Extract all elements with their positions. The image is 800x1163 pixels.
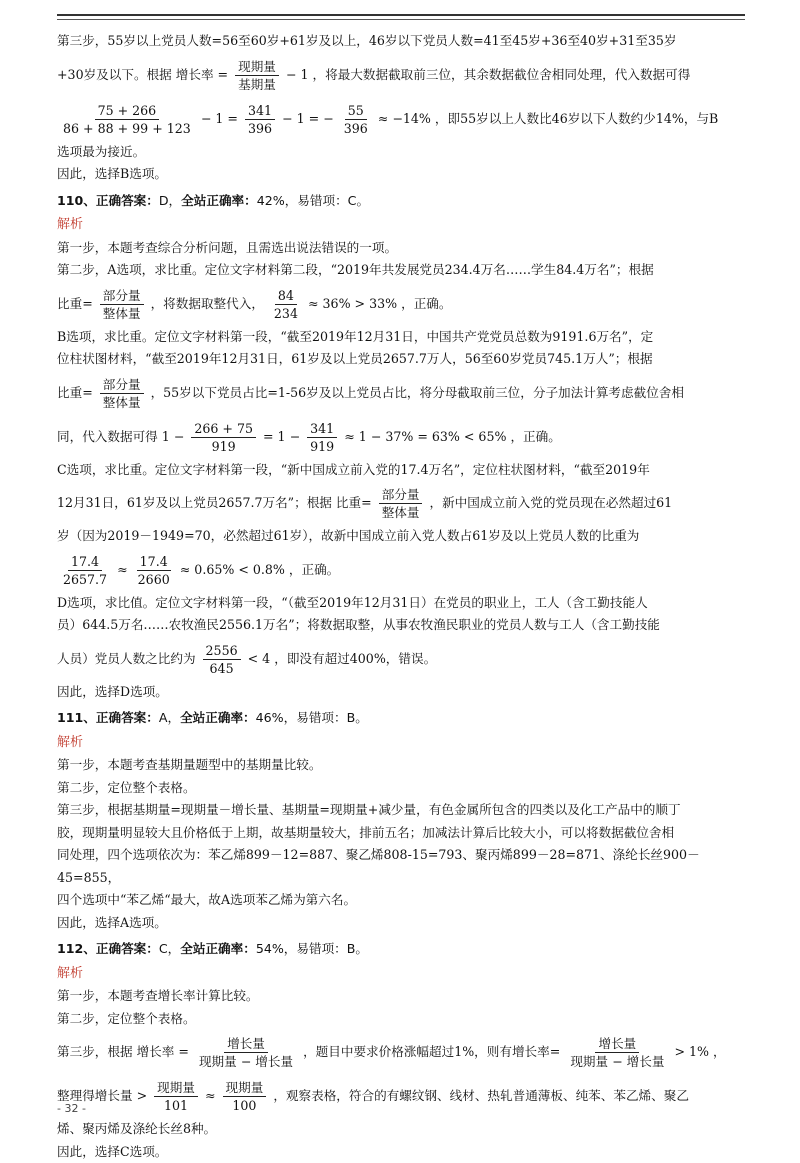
fraction — [235, 58, 279, 93]
answer-line-111 — [57, 707, 747, 730]
denominator: 101 — [161, 1097, 191, 1114]
paragraph: 第三步，55岁以上党员人数=56至60岁+61岁及以上，46岁以下党员人数=41至45岁+36至40岁+31至35岁 — [57, 30, 747, 53]
numerator: 增长量 — [595, 1035, 639, 1053]
paragraph — [57, 53, 747, 97]
paragraph — [57, 1074, 747, 1118]
fraction — [567, 1035, 667, 1070]
text-span: ，正确。 — [289, 562, 339, 577]
paragraph: 同处理，四个选项依次为：苯乙烯899－12=887、聚乙烯808-15=793、聚丙烯899－28=871、涤纶长丝900－45=855， — [57, 844, 747, 889]
paragraph: 岁（因为2019－1949=70，必然超过61岁），故新中国成立前入党人数占61岁及以上党员人数的比重为 — [57, 525, 747, 548]
numerator: 现期量 — [223, 1079, 267, 1097]
formula-ratio — [57, 296, 151, 311]
fraction — [271, 287, 301, 322]
numerator: 现期量 — [235, 58, 279, 76]
fraction — [203, 642, 241, 677]
formula-growth-rate — [137, 1044, 304, 1059]
answer-rest: 46%，易错项：B。 — [256, 710, 368, 725]
denominator: 现期量 − 增长量 — [567, 1053, 667, 1070]
math-text: − 1 = — [201, 111, 238, 126]
fraction — [60, 553, 110, 588]
paragraph: 第一步，本题考查增长率计算比较。 — [57, 985, 747, 1008]
math-text: ≈ 36% > 33% — [308, 296, 397, 311]
calc-109 — [57, 111, 435, 126]
paragraph — [57, 1030, 747, 1074]
fraction — [135, 553, 173, 588]
answer-choice: D， — [159, 193, 181, 208]
paragraph: 因此，选择B选项。 — [57, 163, 747, 186]
answer-choice: C， — [159, 941, 180, 956]
text-span: ，观察表格，符合的有螺纹钢、线材、热轧普通薄板、纯苯、苯乙烯、聚乙 — [273, 1088, 689, 1103]
numerator: 266 + 75 — [191, 420, 256, 438]
formula-rhs: − 1 — [286, 67, 309, 82]
fraction — [307, 420, 337, 455]
numerator: 部分量 — [379, 486, 423, 504]
formula-ratio — [336, 495, 430, 510]
formula-growth-rate — [176, 67, 313, 82]
denominator: 396 — [341, 120, 371, 137]
fraction — [341, 102, 371, 137]
denominator: 396 — [245, 120, 275, 137]
paragraph: 第二步，定位整个表格。 — [57, 1008, 747, 1031]
paragraph — [57, 97, 747, 141]
paragraph — [57, 481, 747, 525]
paragraph: 第一步，本题考查基期量题型中的基期量比较。 — [57, 754, 747, 777]
paragraph: 第一步，本题考查综合分析问题，且需选出说法错误的一项。 — [57, 237, 747, 260]
math-text: ≈ — [117, 562, 128, 577]
answer-rest: 54%，易错项：B。 — [256, 941, 368, 956]
fraction — [245, 102, 275, 137]
text-span: 第三步，根据 — [57, 1044, 133, 1059]
analysis-label: 解析 — [57, 732, 747, 755]
denominator: 2657.7 — [60, 571, 110, 588]
numerator: 2556 — [203, 642, 241, 660]
math-text: ≈ −14% — [378, 111, 431, 126]
analysis-label: 解析 — [57, 214, 747, 237]
denominator: 整体量 — [100, 305, 144, 322]
text-span: ，即55岁以上人数比46岁以下人数约少14%，与B — [435, 111, 718, 126]
fraction — [100, 287, 144, 322]
text-span: ，题目中要求价格涨幅超过1%，则有增长率= — [303, 1044, 560, 1059]
math-text: > — [137, 1088, 148, 1103]
numerator: 55 — [345, 102, 367, 120]
fraction — [196, 1035, 296, 1070]
paragraph — [57, 637, 747, 681]
denominator: 234 — [271, 305, 301, 322]
paragraph: 选项最为接近。 — [57, 141, 747, 164]
answer-rate-label: 全站正确率： — [181, 193, 257, 208]
calc-110b — [162, 429, 511, 444]
denominator: 现期量 − 增长量 — [196, 1053, 296, 1070]
paragraph: 第二步，A选项，求比重。定位文字材料第二段，“2019年共发展党员234.4万名……学生84.4万名”；根据 — [57, 259, 747, 282]
fraction — [60, 102, 194, 137]
fraction — [100, 376, 144, 411]
header-rule-thick — [57, 14, 745, 16]
numerator: 341 — [245, 102, 275, 120]
math-text: ≈ — [205, 1088, 216, 1103]
paragraph: 员）644.5万名……农牧渔民2556.1万名”；将数据取整，从事农牧渔民职业的党员人数与工人（含工勤技能 — [57, 614, 747, 637]
formula-ratio — [57, 385, 151, 400]
page-number: - 32 - — [57, 1102, 86, 1115]
paragraph: 因此，选择C选项。 — [57, 1141, 747, 1163]
fraction — [191, 420, 256, 455]
answer-head: 111、正确答案： — [57, 710, 159, 725]
math-text: < 4 — [248, 651, 271, 666]
math-text: − 1 = − — [282, 111, 334, 126]
denominator: 整体量 — [100, 394, 144, 411]
paragraph: 第三步，根据基期量=现期量－增长量、基期量=现期量+减少量，有色金属所包含的四类以及化工产品中的顺丁 — [57, 799, 747, 822]
paragraph: 胶，现期量明显较大且价格低于上期，故基期量较大，排前五名；加减法计算后比较大小，可以将数据截位舍相 — [57, 822, 747, 845]
text-span: ，新中国成立前入党的党员现在必然超过61 — [429, 495, 672, 510]
denominator: 2660 — [135, 571, 173, 588]
text-span: ，正确。 — [401, 296, 451, 311]
denominator: 86 + 88 + 99 + 123 — [60, 120, 194, 137]
header-rule-thin — [57, 19, 745, 20]
text-span: ，正确。 — [510, 429, 560, 444]
numerator: 部分量 — [100, 287, 144, 305]
denominator: 645 — [207, 660, 237, 677]
denominator: 919 — [307, 438, 337, 455]
paragraph: B选项，求比重。定位文字材料第一段，“截至2019年12月31日，中国共产党党员总数为9191.6万名”，定 — [57, 326, 747, 349]
numerator: 部分量 — [100, 376, 144, 394]
paragraph: 因此，选择A选项。 — [57, 912, 747, 935]
numerator: 现期量 — [154, 1079, 198, 1097]
text-span: 12月31日，61岁及以上党员2657.7万名”；根据 — [57, 495, 332, 510]
fraction — [379, 486, 423, 521]
paragraph: 第二步，定位整个表格。 — [57, 777, 747, 800]
denominator: 100 — [229, 1097, 259, 1114]
calc-112 — [137, 1088, 274, 1103]
text-span: ， — [713, 1044, 726, 1059]
formula-lhs: 比重= — [57, 296, 93, 311]
numerator: 增长量 — [224, 1035, 268, 1053]
paragraph: 烯、聚丙烯及涤纶长丝8种。 — [57, 1118, 747, 1141]
text-span: ，将最大数据截取前三位，其余数据截位舍相同处理，代入数据可得 — [313, 67, 691, 82]
paragraph: C选项，求比重。定位文字材料第一段，“新中国成立前入党的17.4万名”，定位柱状图材料，“截至2019年 — [57, 459, 747, 482]
answer-rest: 42%，易错项：C。 — [257, 193, 369, 208]
denominator: 整体量 — [379, 504, 423, 521]
paragraph — [57, 415, 747, 459]
math-text: ≈ 1 − 37% = 63% < 65% — [344, 429, 506, 444]
numerator: 75 + 266 — [95, 102, 160, 120]
numerator: 84 — [275, 287, 297, 305]
answer-choice: A， — [159, 710, 180, 725]
paragraph: 四个选项中“苯乙烯“最大，故A选项苯乙烯为第六名。 — [57, 889, 747, 912]
text-span: ，将数据取整代入， — [151, 296, 264, 311]
formula-lhs: 增长率 = — [137, 1044, 189, 1059]
paragraph: D选项，求比值。定位文字材料第一段，“（截至2019年12月31日）在党员的职业上，工人（含工勤技能人 — [57, 592, 747, 615]
text-span: 人员）党员人数之比约为 — [57, 651, 196, 666]
text-span: +30岁及以下。根据 — [57, 67, 172, 82]
math-text: = 1 − — [263, 429, 300, 444]
formula-lhs: 比重= — [57, 385, 93, 400]
document-body — [57, 30, 747, 1163]
paragraph: 因此，选择D选项。 — [57, 681, 747, 704]
formula-growth-threshold — [564, 1044, 713, 1059]
text-span: 整理得增长量 — [57, 1088, 133, 1103]
answer-line-112 — [57, 938, 747, 961]
text-span: ，55岁以下党员占比=1-56岁及以上党员占比，将分母截取前三位，分子加法计算考虑截位舍相 — [151, 385, 684, 400]
denominator: 基期量 — [235, 76, 279, 93]
analysis-label: 解析 — [57, 963, 747, 986]
paragraph: 位柱状图材料，“截至2019年12月31日，61岁及以上党员2657.7万人，56至60岁党员745.1万人”；根据 — [57, 348, 747, 371]
numerator: 17.4 — [137, 553, 171, 571]
math-text: ≈ 0.65% < 0.8% — [180, 562, 285, 577]
answer-rate-label: 全站正确率： — [180, 710, 256, 725]
answer-rate-label: 全站正确率： — [180, 941, 256, 956]
calc-110c — [57, 562, 289, 577]
calc-110d — [200, 651, 275, 666]
denominator: 919 — [209, 438, 239, 455]
answer-head: 112、正确答案： — [57, 941, 159, 956]
numerator: 341 — [307, 420, 337, 438]
paragraph — [57, 282, 747, 326]
numerator: 17.4 — [68, 553, 102, 571]
calc-110a — [268, 296, 401, 311]
text-span: ，即没有超过400%，错误。 — [274, 651, 436, 666]
answer-line-110 — [57, 190, 747, 213]
math-text: > 1% — [674, 1044, 709, 1059]
formula-lhs: 比重= — [336, 495, 372, 510]
fraction — [223, 1079, 267, 1114]
paragraph — [57, 371, 747, 415]
formula-lhs: 增长率 = — [176, 67, 228, 82]
text-span: 同，代入数据可得 — [57, 429, 158, 444]
fraction — [154, 1079, 198, 1114]
paragraph — [57, 548, 747, 592]
answer-head: 110、正确答案： — [57, 193, 159, 208]
math-text: 1 − — [162, 429, 185, 444]
